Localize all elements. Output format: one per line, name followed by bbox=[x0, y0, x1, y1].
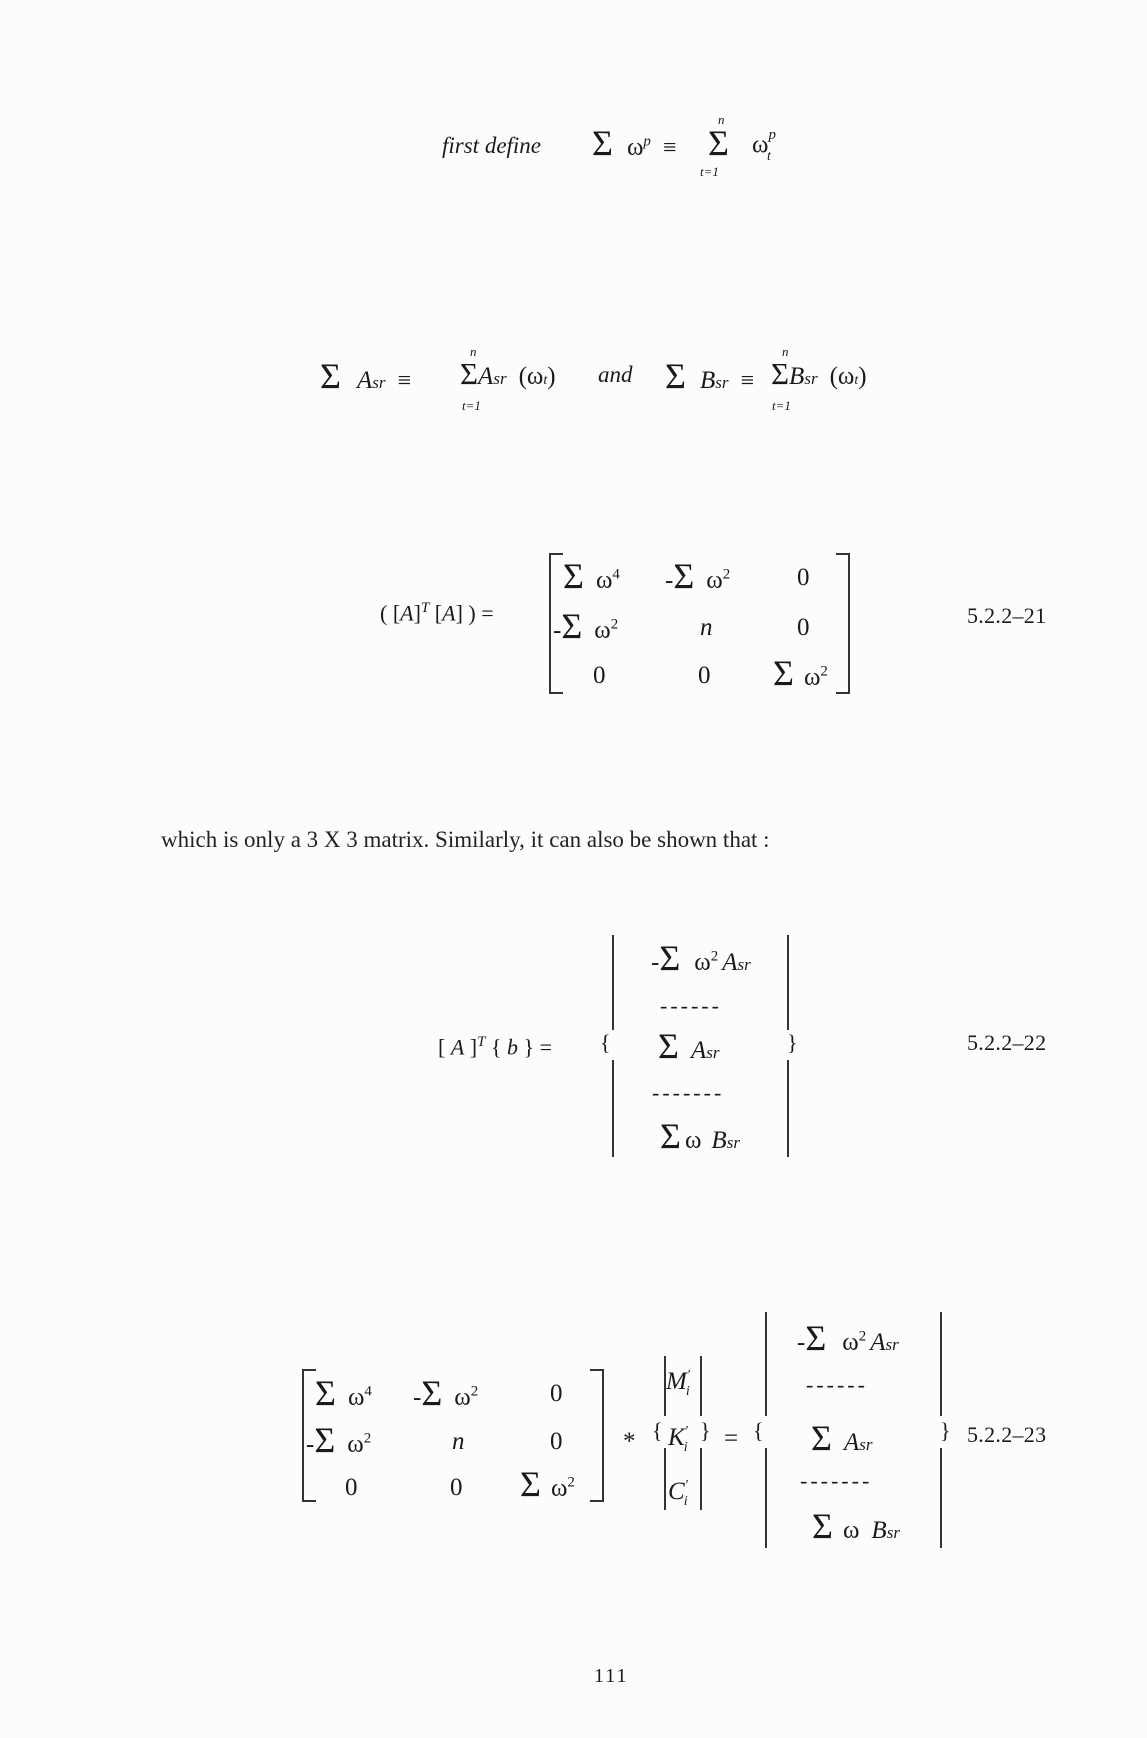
body-sentence: which is only a 3 X 3 matrix. Similarly, it can also be shown that : bbox=[161, 827, 770, 852]
unk-brace-right-top bbox=[700, 1356, 702, 1416]
sys-cell-r3c2: 0 bbox=[450, 1474, 463, 1501]
rhs-entry-1: -Σ $\omega^2$ Asr bbox=[797, 1318, 899, 1358]
atb-entry-2: Σ Asr bbox=[658, 1026, 720, 1066]
brace-left-top bbox=[612, 935, 614, 1030]
sys-cell-r3c3: Σ $\omega^2$ bbox=[520, 1464, 575, 1504]
atb-lhs: [ A ]$^T$ { b } = bbox=[438, 1034, 552, 1060]
atb-entry-3: Σ ω Bsr bbox=[660, 1116, 740, 1156]
limit-bottom-b: t=1 bbox=[772, 398, 791, 413]
matrix-cell-r2c3: 0 bbox=[797, 614, 810, 641]
sys-cell-r1c3: 0 bbox=[550, 1380, 563, 1407]
sum-bsr-definition: Σ Bsr ≡ bbox=[665, 356, 755, 396]
unk-brace-right-tip: } bbox=[700, 1418, 711, 1443]
multiply-operator: * bbox=[623, 1428, 636, 1455]
omega-t-p: $\omega^p_t$ bbox=[752, 127, 776, 165]
brace-right-top bbox=[787, 935, 789, 1030]
rhs-brace-right-top bbox=[940, 1312, 942, 1416]
unknown-m: $M'_i$ bbox=[666, 1368, 690, 1399]
first-define-label: first define bbox=[442, 133, 542, 158]
matrix-cell-r1c3: 0 bbox=[797, 564, 810, 591]
rhs-brace-left-bottom bbox=[765, 1448, 767, 1548]
atb-separator-1: ------ bbox=[660, 993, 722, 1018]
equals-sign: = bbox=[724, 1425, 739, 1452]
sys-cell-r2c3: 0 bbox=[550, 1428, 563, 1455]
unknown-k: $K'_i$ bbox=[668, 1424, 688, 1455]
unk-brace-left-bottom bbox=[664, 1448, 666, 1510]
sum-limit-bottom: t=1 bbox=[700, 164, 719, 179]
matrix-cell-r2c2: n bbox=[700, 614, 713, 641]
rhs-separator-1: ------ bbox=[806, 1372, 868, 1397]
unk-brace-left-tip: { bbox=[652, 1418, 663, 1443]
sum-sign: Σ bbox=[708, 123, 729, 163]
matrix-cell-r3c3: Σ $\omega^2$ bbox=[773, 653, 828, 693]
rhs-brace-left-top bbox=[765, 1312, 767, 1416]
sum-asr-omega: ΣAsr (ωt) bbox=[460, 356, 556, 391]
sys-cell-r2c2: n bbox=[452, 1428, 465, 1455]
sum-bsr-omega: ΣBsr (ωt) bbox=[771, 356, 867, 391]
brace-left-tip: { bbox=[600, 1030, 611, 1055]
limit-bottom-a: t=1 bbox=[462, 398, 481, 413]
equation-number-22: 5.2.2–22 bbox=[967, 1030, 1047, 1055]
rhs-entry-3: Σ ω Bsr bbox=[812, 1506, 900, 1546]
sys-cell-r1c2: -Σ $\omega^2$ bbox=[413, 1373, 479, 1413]
page-number: 111 bbox=[594, 1665, 629, 1687]
limit-top-a: n bbox=[470, 344, 477, 359]
sys-cell-r1c1: Σ $\omega^4$ bbox=[315, 1373, 372, 1413]
sum-limit-top: n bbox=[718, 112, 725, 127]
limit-top-b: n bbox=[782, 344, 789, 359]
ata-lhs: ( $[A]^T$ [A] ) = bbox=[380, 600, 494, 626]
rhs-entry-2: Σ Asr bbox=[811, 1418, 873, 1458]
unknown-c: $C'_i$ bbox=[668, 1478, 688, 1509]
atb-entry-1: -Σ $\omega^2$ Asr bbox=[651, 938, 751, 978]
matrix-right-bracket bbox=[836, 553, 850, 694]
matrix-cell-r1c1: Σ $\omega^4$ bbox=[563, 556, 620, 596]
matrix-cell-r3c2: 0 bbox=[698, 662, 711, 689]
sum-asr-definition: Σ Asr ≡ bbox=[320, 356, 412, 396]
sum-omega-p: Σ $\omega^p$ ≡ bbox=[592, 123, 677, 163]
sys-matrix-right-bracket bbox=[590, 1369, 604, 1502]
atb-separator-2: ------- bbox=[652, 1080, 725, 1105]
matrix-cell-r2c1: -Σ $\omega^2$ bbox=[553, 606, 619, 646]
brace-right-bottom bbox=[787, 1060, 789, 1157]
rhs-brace-right-tip: } bbox=[940, 1418, 951, 1443]
matrix-cell-r1c2: -Σ $\omega^2$ bbox=[665, 556, 731, 596]
equation-number-23: 5.2.2–23 bbox=[967, 1422, 1047, 1447]
brace-right-tip: } bbox=[787, 1030, 798, 1055]
sys-cell-r3c1: 0 bbox=[345, 1474, 358, 1501]
sys-cell-r2c1: -Σ $\omega^2$ bbox=[306, 1420, 372, 1460]
equation-number-21: 5.2.2–21 bbox=[967, 603, 1047, 628]
rhs-brace-left-tip: { bbox=[753, 1418, 764, 1443]
matrix-cell-r3c1: 0 bbox=[593, 662, 606, 689]
and-connector: and bbox=[598, 362, 633, 387]
rhs-separator-2: ------- bbox=[800, 1468, 873, 1493]
unk-brace-right-bottom bbox=[700, 1448, 702, 1510]
brace-left-bottom bbox=[612, 1060, 614, 1157]
rhs-brace-right-bottom bbox=[940, 1448, 942, 1548]
